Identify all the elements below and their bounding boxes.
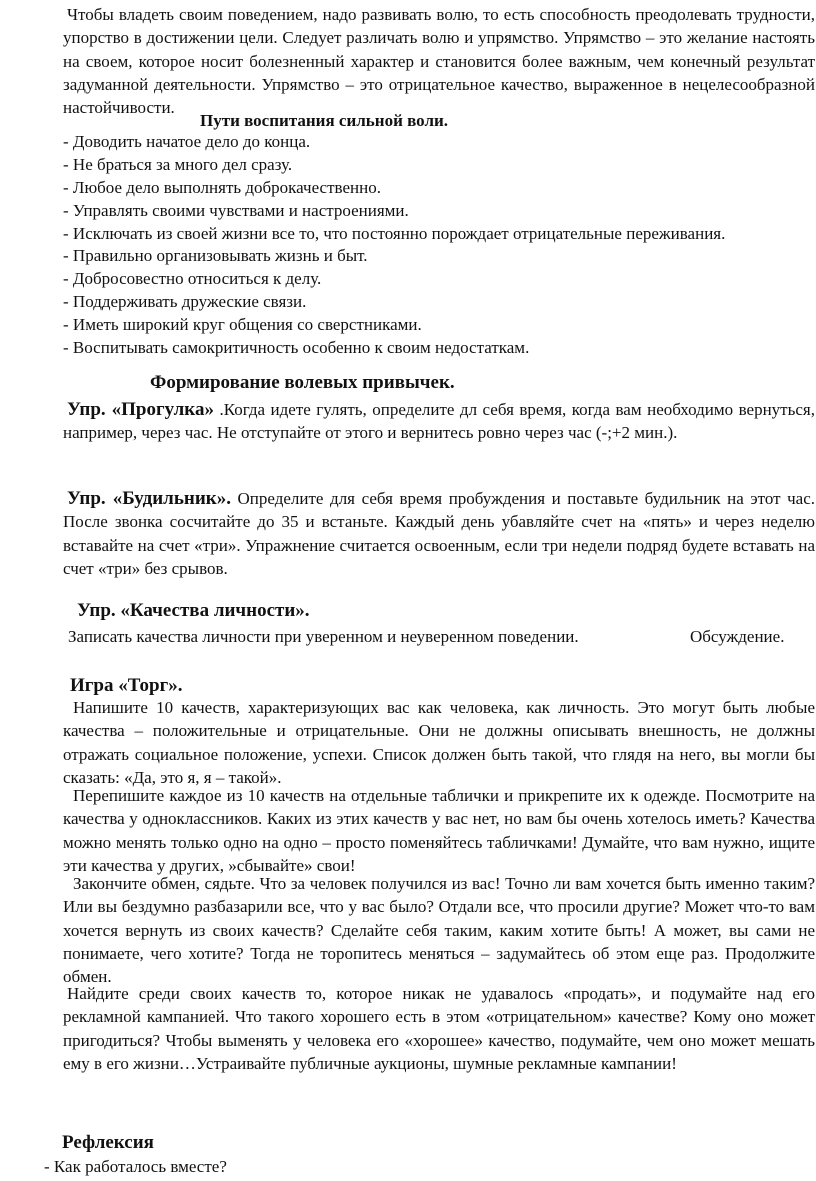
list-item: - Любое дело выполнять доброкачественно. bbox=[63, 177, 381, 197]
reflection-heading: Рефлексия bbox=[62, 1132, 154, 1153]
ways-heading: Пути воспитания сильной воли. bbox=[200, 111, 449, 130]
list-item: - Воспитывать самокритичность особенно к своим недостаткам. bbox=[63, 338, 530, 358]
habits-heading: Формирование волевых привычек. bbox=[150, 372, 455, 393]
game-paragraph-4: Найдите среди своих качеств то, которое никак не удавалось «продать», и подумайте над его рекламной кампанией. Что такого хорошего есть в этом «отрицательном» качестве? Кому оно может пригодиться? Чтобы выменять у человека его «хорошее» качество, подумайте, чем оно может мешать ему в его жизни…Устраивайте публичные аукционы, шумные рекламные кампании! bbox=[63, 984, 815, 1073]
ways-list bbox=[63, 131, 815, 360]
walk-exercise-paragraph bbox=[63, 398, 815, 445]
list-item: - Доводить начатое дело до конца. bbox=[63, 132, 311, 151]
alarm-exercise-text: Определите для себя время пробуждения и поставьте будильник на этот час. После звонка сосчитайте до 35 и встаньте. Каждый день убавляйте счет на «пять» и через неделю вставайте на счет «три». Упражнение считается освоенным, если три недели подряд будете вставать на счет «три» без срывов. bbox=[63, 489, 815, 578]
alarm-exercise-title: Упр. «Будильник». bbox=[67, 488, 231, 509]
game-heading: Игра «Торг». bbox=[70, 675, 183, 696]
game-paragraph-2: Перепишите каждое из 10 качеств на отдельные таблички и прикрепите их к одежде. Посмотрите на качества у одноклассников. Каких из этих качеств у вас нет, но вам бы очень хотелось иметь? Качества можно менять только одно на одно – просто поменяйтесь табличками! Думайте, что вам нужно, ищите эти качества у других, »сбывайте» свои! bbox=[63, 786, 815, 875]
list-item: - Не браться за много дел сразу. bbox=[63, 154, 293, 174]
intro-paragraph: Чтобы владеть своим поведением, надо развивать волю, то есть способность преодолевать трудности, упорство в достижении цели. Следует различать волю и упрямство. Упрямство – это желание настоять на своем, которое носит болезненный характер и становится более важным, чем конечный результат задуманной деятельности. Упрямство – это отрицательное качество, выраженное в нецелесообразной настойчивости. bbox=[63, 5, 815, 118]
walk-exercise-text: .Когда идете гулять, определите дл себя время, когда вам необходимо вернуться, например, через час. Не отступайте от этого и вернитесь ровно через час (-;+2 мин.). bbox=[63, 400, 815, 443]
list-item: - Управлять своими чувствами и настроениями. bbox=[63, 200, 409, 220]
reflection-question: - Как работалось вместе? bbox=[44, 1157, 227, 1176]
qualities-task-line bbox=[68, 627, 816, 647]
game-paragraph-1: Напишите 10 качеств, характеризующих вас как человека, как личность. Это могут быть любые качества – положительные и отрицательные. Они не должны описывать внешность, не должны отражать социальное положение, успехи. Список должен быть такой, что глядя на него, вы могли бы сказать: «Да, это я, я – такой». bbox=[63, 698, 815, 787]
list-item: - Исключать из своей жизни все то, что постоянно порождает отрицательные переживания. bbox=[63, 223, 726, 243]
walk-exercise-title: Упр. «Прогулка» bbox=[67, 399, 214, 420]
qualities-task: Записать качества личности при уверенном и неуверенном поведении. bbox=[68, 627, 579, 646]
list-item: - Правильно организовывать жизнь и быт. bbox=[63, 246, 368, 266]
list-item: - Добросовестно относиться к делу. bbox=[63, 269, 322, 289]
list-item: - Иметь широкий круг общения со сверстниками. bbox=[63, 315, 422, 335]
qualities-discussion: Обсуждение. bbox=[690, 627, 785, 646]
qualities-heading: Упр. «Качества личности». bbox=[77, 600, 310, 621]
list-item: - Поддерживать дружеские связи. bbox=[63, 292, 307, 312]
game-paragraph-3: Закончите обмен, сядьте. Что за человек получился из вас! Точно ли вам хочется быть именно таким? Или вы бездумно разбазарили все, что у вас было? Отдали все, что просили другие? Может что-то вам хочется вернуть из своих качеств? Сделайте себя таким, каким хотите быть! А может, вы сами не понимаете, чего хотите? Тогда не торопитесь меняться – задумайтесь об этом еще раз. Продолжите обмен. bbox=[63, 874, 815, 987]
alarm-exercise-paragraph bbox=[63, 487, 815, 580]
